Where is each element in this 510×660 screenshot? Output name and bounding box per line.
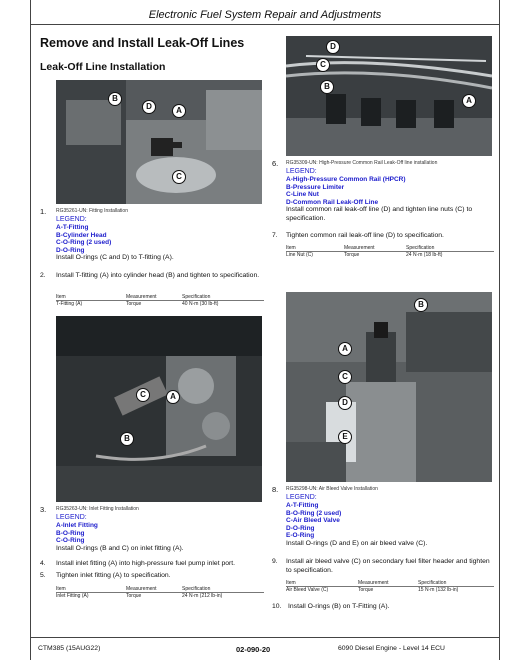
spec-measurement: Torque <box>344 251 360 258</box>
step-text: Tighten common rail leak-off line (D) to specification. <box>286 232 444 239</box>
footer-page-number: 02-090-20 <box>236 645 271 654</box>
spec-header-measurement: Measurement <box>358 580 389 586</box>
figure-1-caption: RG35261-UN: Fitting Installation <box>56 208 128 214</box>
legend-item: D-Common Rail Leak-Off Line <box>286 198 379 206</box>
common-rail-photo <box>286 36 492 156</box>
callout-a: A <box>462 94 476 108</box>
legend-item: A-T-Fitting <box>56 224 89 231</box>
spec-header-measurement: Measurement <box>126 294 157 300</box>
legend-item: C-Air Bleed Valve <box>286 517 340 524</box>
callout-d: D <box>326 40 340 54</box>
callout-b: B <box>320 80 334 94</box>
callout-a: A <box>166 390 180 404</box>
spec-header-item: Item <box>286 580 296 586</box>
figure-8-caption: RG35298-UN: Air Bleed Valve Installation <box>286 486 378 492</box>
fitting-installation-photo <box>56 80 262 204</box>
spec-table-line-nut <box>286 245 494 258</box>
figure-3-caption-block <box>56 505 262 553</box>
spec-item: Inlet Fitting (A) <box>56 592 89 599</box>
step-4 <box>40 560 265 569</box>
legend-item: A-T-Fitting <box>286 502 319 509</box>
footer-doc-id: CTM385 (15AUG22) <box>38 645 101 652</box>
spec-value: 15 N·m (132 lb-in) <box>418 586 459 593</box>
figure-3-instruction: Install O-rings (B and C) on inlet fitting (A). <box>56 544 184 552</box>
legend-item: E-O-Ring <box>286 532 315 539</box>
legend-item: C-O-Ring (2 used) <box>56 239 112 246</box>
spec-measurement: Torque <box>126 592 142 599</box>
callout-b: B <box>120 432 134 446</box>
spec-header-specification: Specification <box>182 294 211 300</box>
figure-6-legend-title: LEGEND: <box>286 168 317 175</box>
callout-a: A <box>338 342 352 356</box>
callout-c: C <box>172 170 186 184</box>
figure-6-caption-block <box>286 159 494 223</box>
step-9 <box>272 558 497 576</box>
step-10 <box>272 603 497 612</box>
step-text: Install inlet fitting (A) into high-pressure fuel pump inlet port. <box>56 560 236 567</box>
spec-header-item: Item <box>56 586 66 592</box>
spec-header-specification: Specification <box>182 586 211 592</box>
figure-3-legend-title: LEGEND: <box>56 514 87 521</box>
spec-header-item: Item <box>286 245 296 251</box>
spec-value: 24 N·m (18 lb-ft) <box>406 251 443 258</box>
subsection-title: Leak-Off Line Installation <box>40 61 166 73</box>
spec-measurement: Torque <box>126 300 142 307</box>
inlet-fitting-photo <box>56 316 262 502</box>
figure-1-number: 1. <box>40 207 47 216</box>
spec-row <box>56 593 264 600</box>
figure-6-number: 6. <box>272 159 279 168</box>
figure-1-caption-block <box>56 207 262 263</box>
spec-item: T-Fitting (A) <box>56 300 83 307</box>
spec-header-specification: Specification <box>406 245 435 251</box>
spec-item: Air Bleed Valve (C) <box>286 586 329 593</box>
spec-item: Line Nut (C) <box>286 251 313 258</box>
legend-item: D-O-Ring <box>286 524 315 532</box>
spec-value: 24 N·m (212 lb-in) <box>182 592 223 599</box>
step-text: Tighten inlet fitting (A) to specification. <box>56 572 171 579</box>
callout-e: E <box>338 430 352 444</box>
callout-a: A <box>172 104 186 118</box>
legend-item: B-Pressure Limiter <box>286 183 345 191</box>
footer-engine-model: 6090 Diesel Engine - Level 14 ECU <box>338 645 445 652</box>
spec-row <box>286 252 494 259</box>
step-number: 5. <box>40 572 46 579</box>
spec-header-specification: Specification <box>418 580 447 586</box>
step-text: Install T-fitting (A) into cylinder head (B) and tighten to specification. <box>56 272 260 279</box>
spec-header-measurement: Measurement <box>126 586 157 592</box>
figure-3-caption: RG35263-UN: Inlet Fitting Installation <box>56 506 139 512</box>
figure-8-legend-title: LEGEND: <box>286 494 317 501</box>
legend-item: C-O-Ring <box>56 537 85 544</box>
legend-item: B-O-Ring <box>56 529 85 537</box>
callout-b: B <box>414 298 428 312</box>
spec-header-measurement: Measurement <box>344 245 375 251</box>
step-text: Install O-rings (B) on T-Fitting (A). <box>288 603 390 610</box>
spec-header-item: Item <box>56 294 66 300</box>
step-number: 10. <box>272 603 282 610</box>
header-divider <box>30 24 500 25</box>
legend-item: C-Line Nut <box>286 191 319 198</box>
spec-row <box>56 301 264 308</box>
spec-table-t-fitting <box>56 294 264 307</box>
legend-item: B-O-Ring (2 used) <box>286 509 342 517</box>
step-text: Install air bleed valve (C) on secondary fuel filter header and tighten to specification. <box>286 558 490 574</box>
spec-measurement: Torque <box>358 586 374 593</box>
spec-table-air-bleed-valve <box>286 580 494 593</box>
step-7 <box>272 232 497 241</box>
figure-8-instruction: Install O-rings (D and E) on air bleed valve (C). <box>286 539 428 547</box>
figure-6-caption: RG35309-UN: High-Pressure Common Rail Leak-Off line installation <box>286 160 438 166</box>
step-5 <box>40 572 265 581</box>
figure-8-number: 8. <box>272 485 279 494</box>
figure-3-number: 3. <box>40 505 47 514</box>
step-number: 2. <box>40 272 46 279</box>
callout-d: D <box>142 100 156 114</box>
legend-item: D-O-Ring <box>56 246 85 254</box>
legend-item: A-Inlet Fitting <box>56 522 98 529</box>
step-number: 4. <box>40 560 46 567</box>
callout-b: B <box>108 92 122 106</box>
step-number: 9. <box>272 558 278 565</box>
callout-d: D <box>338 396 352 410</box>
page-header-title: Electronic Fuel System Repair and Adjustments <box>148 9 382 21</box>
legend-item: A-High-Pressure Common Rail (HPCR) <box>286 176 406 183</box>
footer-divider <box>30 637 500 638</box>
figure-1-legend-title: LEGEND: <box>56 216 87 223</box>
figure-1-instruction: Install O-rings (C and D) to T-fitting (A). <box>56 254 174 261</box>
callout-c: C <box>338 370 352 384</box>
spec-row <box>286 587 494 594</box>
figure-8-caption-block <box>286 485 494 548</box>
callout-c: C <box>316 58 330 72</box>
spec-value: 40 N·m (30 lb-ft) <box>182 300 219 307</box>
callout-c: C <box>136 388 150 402</box>
spec-table-inlet-fitting <box>56 586 264 599</box>
figure-6-instruction: Install common rail leak-off line (D) and tighten line nuts (C) to specification. <box>286 206 473 222</box>
air-bleed-valve-photo <box>286 292 492 482</box>
section-title: Remove and Install Leak-Off Lines <box>40 36 245 50</box>
step-number: 7. <box>272 232 278 239</box>
legend-item: B-Cylinder Head <box>56 231 107 239</box>
